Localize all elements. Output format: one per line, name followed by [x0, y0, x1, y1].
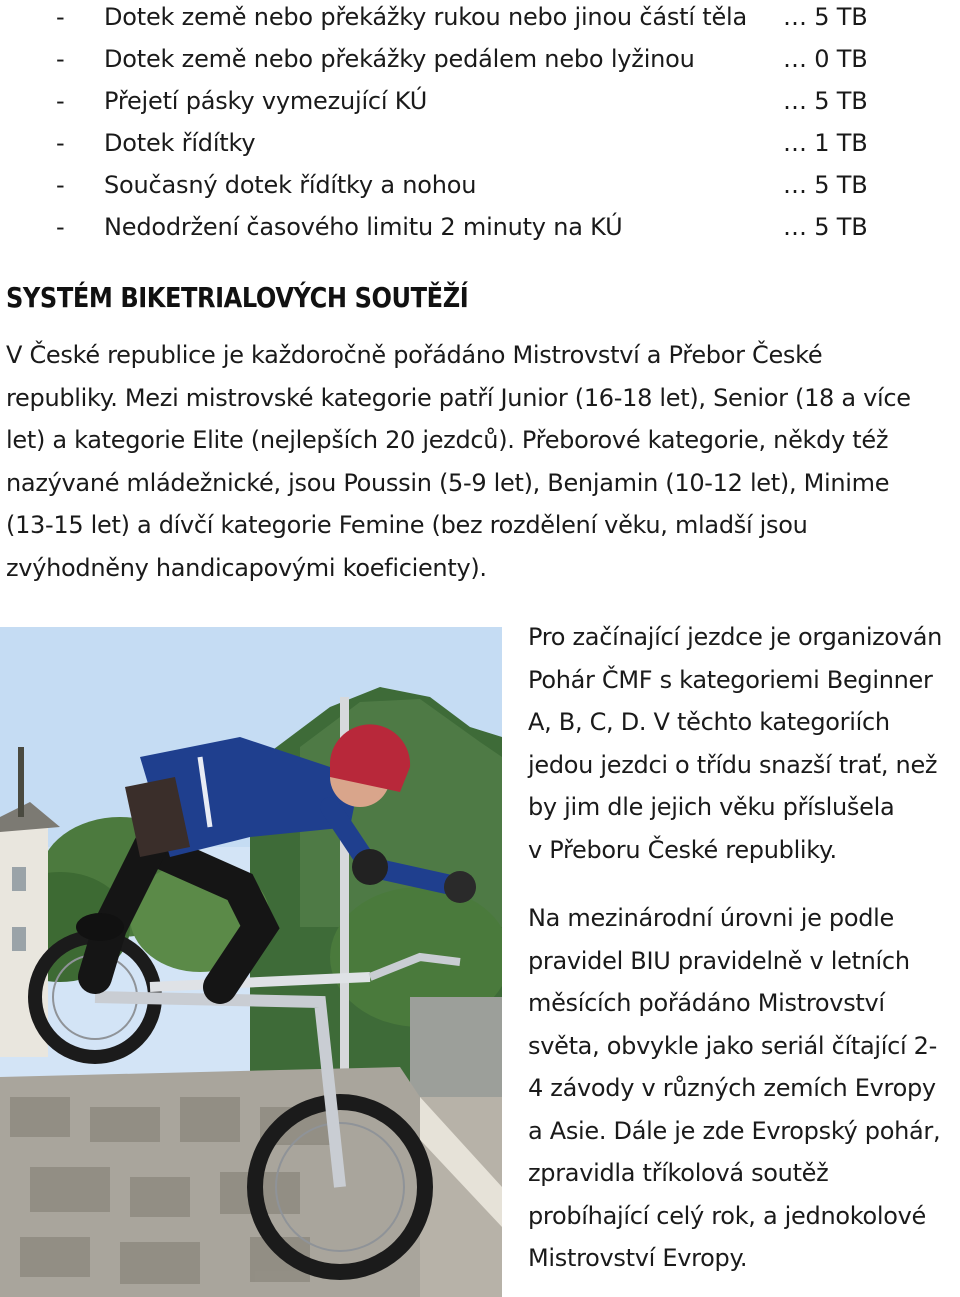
paragraph-line: měsících pořádáno Mistrovství: [528, 989, 885, 1017]
penalty-text: Dotek země nebo překážky rukou nebo jinou částí těla: [104, 3, 748, 31]
penalty-value: … 5 TB: [783, 213, 868, 241]
paragraph-line: A, B, C, D. V těchto kategoriích: [528, 708, 890, 736]
list-dash: -: [56, 213, 65, 241]
penalty-row: [0, 164, 960, 206]
paragraph-line: a Asie. Dále je zde Evropský pohár,: [528, 1116, 941, 1145]
paragraph-line: Pohár ČMF s kategoriemi Beginner: [528, 665, 933, 694]
list-dash: -: [56, 45, 65, 73]
paragraph-line: nazývané mládežnické, jsou Poussin (5-9 let), Benjamin (10-12 let), Minime: [6, 468, 890, 497]
penalty-row: [0, 80, 960, 122]
penalty-row: [0, 38, 960, 80]
penalty-row: [0, 0, 960, 38]
paragraph-line: zvýhodněny handicapovými koeficienty).: [6, 553, 487, 582]
paragraph-line: republiky. Mezi mistrovské kategorie patří Junior (16-18 let), Senior (18 a více: [6, 383, 911, 412]
penalty-text: Dotek řídítky: [104, 129, 256, 157]
penalty-text: Přejetí pásky vymezující KÚ: [104, 87, 428, 115]
list-dash: -: [56, 3, 65, 31]
paragraph-line: jedou jezdci o třídu snazší trať, než: [528, 750, 938, 779]
list-dash: -: [56, 171, 65, 199]
rider-illustration: [0, 627, 502, 1297]
penalty-value: … 5 TB: [783, 3, 868, 31]
paragraph-line: 4 závody v různých zemích Evropy: [528, 1074, 936, 1102]
paragraph-line: by jim dle jejich věku příslušela: [528, 793, 895, 821]
penalty-text: Dotek země nebo překážky pedálem nebo lyžinou: [104, 45, 695, 73]
paragraph-line: Na mezinárodní úrovni je podle: [528, 904, 894, 932]
paragraph-line: Mistrovství Evropy.: [528, 1244, 748, 1272]
section-heading: SYSTÉM BIKETRIALOVÝCH SOUTĚŽÍ: [6, 281, 469, 314]
international-paragraph: [528, 897, 960, 1280]
penalty-row: [0, 122, 960, 164]
paragraph-line: (13-15 let) a dívčí kategorie Femine (bez rozdělení věku, mladší jsou: [6, 511, 808, 539]
paragraph-line: pravidel BIU pravidelně v letních: [528, 946, 910, 975]
penalty-row: [0, 206, 960, 248]
paragraph-line: probíhající celý rok, a jednokolové: [528, 1201, 926, 1230]
beginner-paragraph: [528, 616, 960, 871]
penalty-value: … 5 TB: [783, 171, 868, 199]
paragraph-line: zpravidla tříkolová soutěž: [528, 1159, 829, 1187]
penalty-value: … 0 TB: [783, 45, 868, 73]
biketrial-photo: [0, 627, 502, 1297]
paragraph-line: V České republice je každoročně pořádáno Mistrovství a Přebor České: [6, 341, 823, 369]
penalty-text: Nedodržení časového limitu 2 minuty na KÚ: [104, 213, 623, 241]
list-dash: -: [56, 129, 65, 157]
penalty-value: … 5 TB: [783, 87, 868, 115]
paragraph-line: světa, obvykle jako seriál čítající 2-: [528, 1031, 938, 1060]
paragraph-line: v Přeboru České republiky.: [528, 835, 837, 864]
penalty-value: … 1 TB: [783, 129, 868, 157]
list-dash: -: [56, 87, 65, 115]
penalty-text: Současný dotek řídítky a nohou: [104, 171, 477, 199]
paragraph-line: let) a kategorie Elite (nejlepších 20 jezdců). Přeborové kategorie, někdy též: [6, 426, 889, 454]
intro-paragraph: [6, 334, 956, 589]
paragraph-line: Pro začínající jezdce je organizován: [528, 623, 943, 651]
